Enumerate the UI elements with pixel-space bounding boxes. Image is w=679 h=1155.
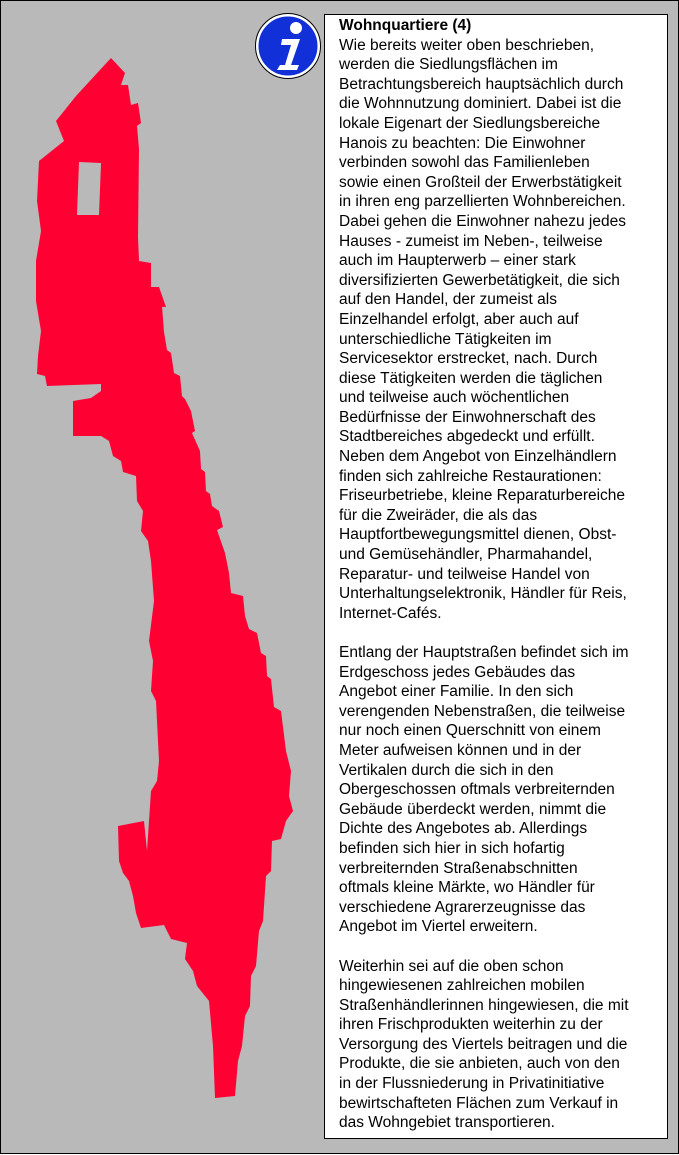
panel-title: Wohnquartiere (4) (339, 17, 472, 34)
residential-area-shape (36, 58, 293, 1098)
paragraph-3: Weiterhin sei auf die oben schon hingewiesenen zahlreichen mobilen Straßenhändlerinnen hingewiesen, die mit ihren Frischprodukten weiterhin zu der Versorgung des Viertels beitragen und die Produkte, die sie anbieten, auch von den in der Flussniederung in Privatinitiative bewirtschafteten Flächen zum Verkauf in das Wohngebiet transportieren. (339, 957, 629, 1132)
info-icon (255, 13, 321, 79)
paragraph-1: Wie bereits weiter oben beschrieben, werden die Siedlungsflächen im Betrachtungsbereich hauptsächlich durch die Wohnnutzung dominiert. Dabei ist die lokale Eigenart der Siedlungsbereiche Hanois zu beachten: Die Einwohner verbinden sowohl das Familienleben sowie einen Großteil der Erwerbstätigkeit in ihren eng parzellierten Wohnbereichen. Dabei gehen die Einwohner nahezu jedes Hauses - zumeist im Neben-, teilweise auch im Haupterwerb – einer stark diversifizierten Gewerbetätigkeit, die sich auf den Handel, der zumeist als Einzelhandel erfolgt, aber auch auf unterschiedliche Tätigkeiten im Servicesektor erstrecket, nach. Durch diese Tätigkeiten werden die täglichen und teilweise auch wöchentlichen Bedürfnisse der Einwohnerschaft des Stadtbereiches abgedeckt und erfüllt. Neben dem Angebot von Einzelhändlern finden sich zahlreiche Restaurationen: Friseurbetriebe, kleine Reparaturbereiche für die Zweiräder, die als das Hauptfortbewegungsmittel dienen, Obst- und Gemüsehändler, Pharmahandel, Reparatur- und teilweise Handel von Unterhaltungselektronik, Händler für Reis, Internet-Cafés. (339, 36, 627, 622)
paragraph-2: Entlang der Hauptstraßen befindet sich im Erdgeschoss jedes Gebäudes das Angebot einer Familie. In den sich verengenden Nebenstraßen, die teilweise nur noch einen Querschnitt von einem Meter aufweisen können und in der Vertikalen durch die sich in den Obergeschossen oftmals verbreiternden Gebäude überdeckt werden, nimmt die Dichte des Angebotes ab. Allerdings befinden sich hier in sich hofartig verbreiternden Straßenabschnitten oftmals kleine Märkte, wo Händler für verschiedene Agrarerzeugnisse das Angebot im Viertel erweitern. (339, 644, 629, 936)
info-text-panel (324, 14, 668, 1139)
